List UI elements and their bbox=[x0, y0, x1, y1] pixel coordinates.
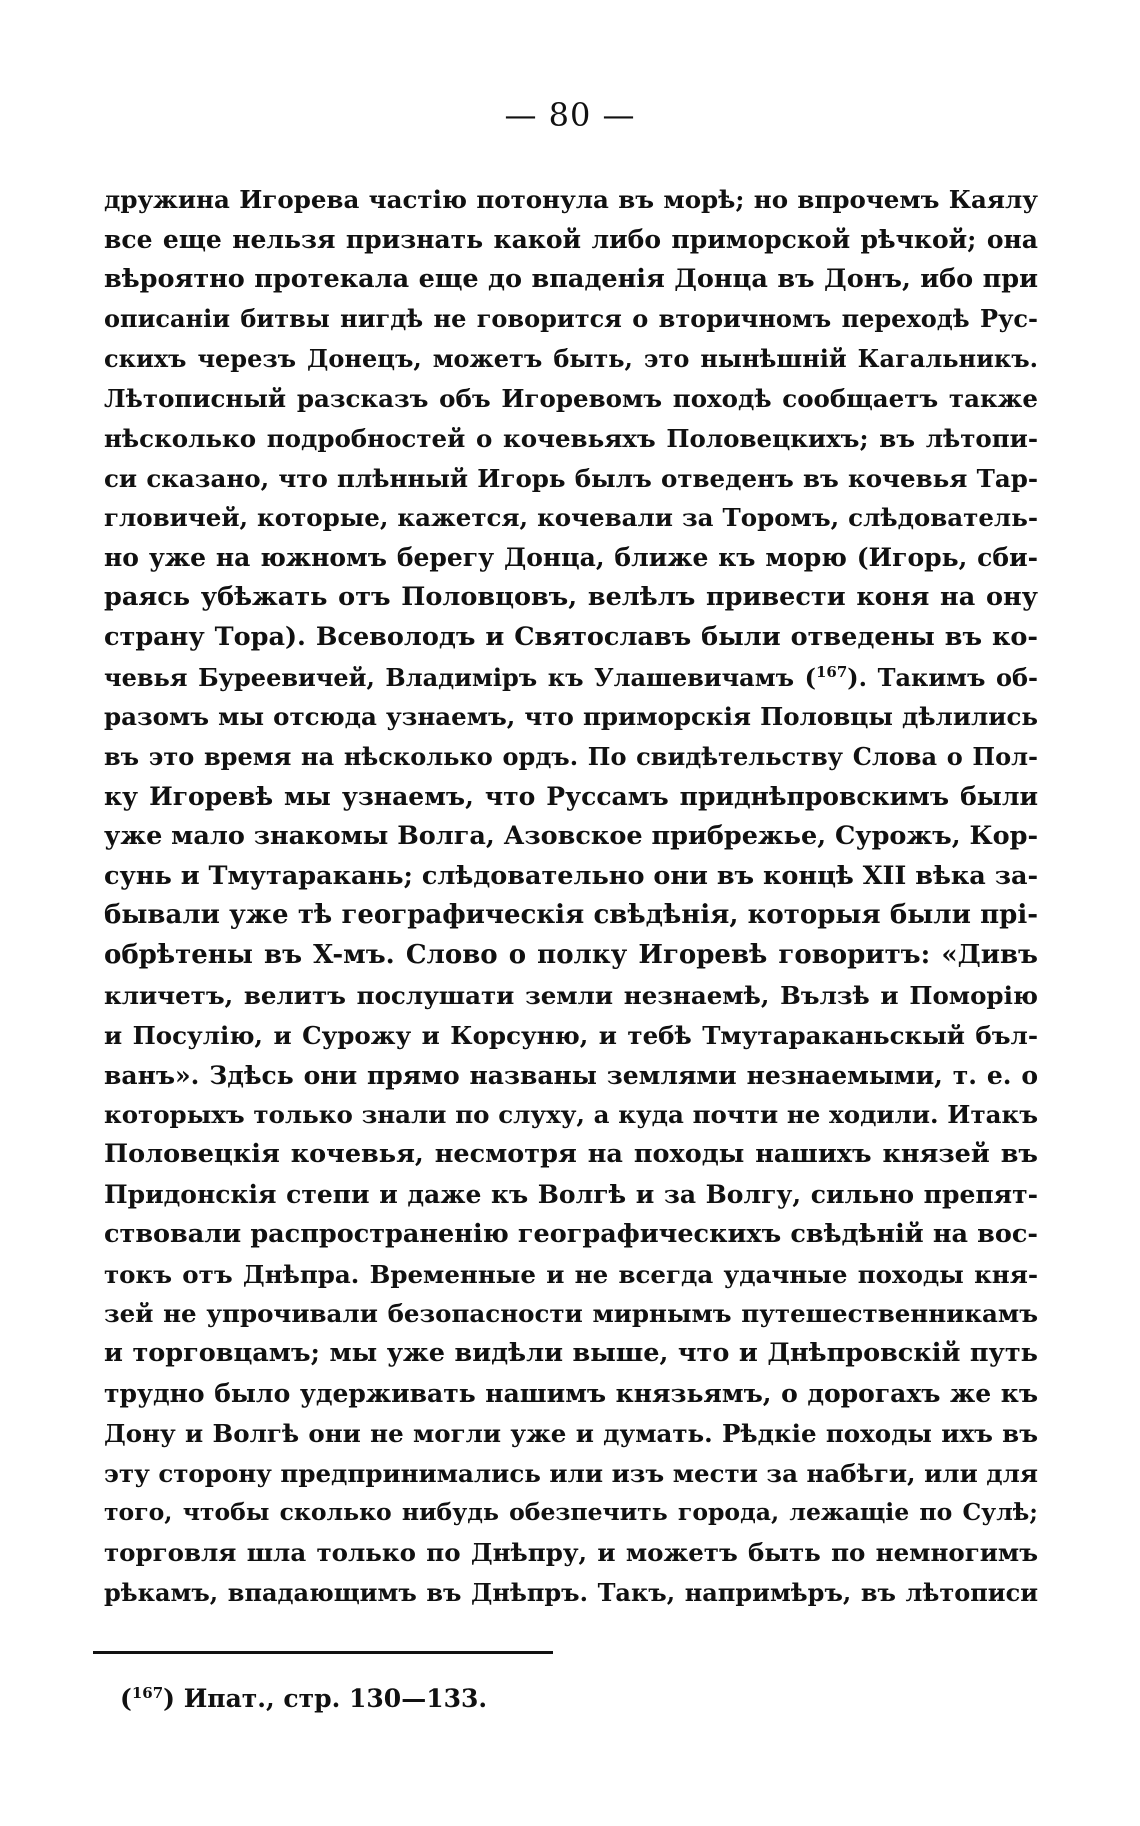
footnote-number: 167 bbox=[131, 1684, 164, 1702]
text-line: дружина Игорева частію потонула въ морѣ; но впрочемъ Каялу bbox=[104, 185, 1038, 214]
text-line: Дону и Волгѣ они не могли уже и думать. Рѣдкіе походы ихъ въ bbox=[104, 1418, 1038, 1448]
text-line: торговля шла только по Днѣпру, и можетъ быть по немногимъ bbox=[104, 1538, 1038, 1568]
text-line: токъ отъ Днѣпра. Временные и не всегда удачные походы кня- bbox=[104, 1259, 1038, 1289]
text-line: но уже на южномъ берегу Донца, ближе къ морю (Игорь, сби- bbox=[104, 543, 1038, 573]
text-line: Лѣтописный разсказъ объ Игоревомъ походѣ сообщаетъ также bbox=[104, 383, 1038, 413]
text-line: ствовали распространенію географическихъ свѣдѣній на вос- bbox=[104, 1218, 1038, 1249]
text-line: зей не упрочивали безопасности мирнымъ путешественникамъ bbox=[104, 1299, 1038, 1329]
text-line: гловичей, которые, кажется, кочевали за Торомъ, слѣдователь- bbox=[104, 503, 1038, 533]
text-line: того, чтобы сколько нибудь обезпечить города, лежащіе по Сулѣ; bbox=[104, 1498, 1038, 1527]
text-line: рѣкамъ, впадающимъ въ Днѣпръ. Такъ, напримѣръ, въ лѣтописи bbox=[104, 1577, 1038, 1607]
text-line: раясь убѣжать отъ Половцовъ, велѣлъ привести коня на ону bbox=[104, 581, 1038, 612]
footnote-divider bbox=[93, 1651, 553, 1654]
text-line: ванъ». Здѣсь они прямо названы землями незнаемыми, т. е. о bbox=[104, 1060, 1038, 1090]
text-line: уже мало знакомы Волга, Азовское прибрежье, Сурожъ, Кор- bbox=[104, 820, 1039, 851]
text-line: скихъ черезъ Донецъ, можетъ быть, это нынѣшній Кагальникъ. bbox=[104, 344, 1038, 374]
text-line: и Посулію, и Сурожу и Корсуню, и тебѣ Тмутараканьскый бъл- bbox=[104, 1020, 1038, 1050]
text-line: сунь и Тмутаракань; слѣдовательно они въ концѣ XII вѣка за- bbox=[104, 860, 1039, 891]
footnote-ref-close: ). Такимъ об- bbox=[847, 662, 1039, 692]
footnote bbox=[120, 1684, 487, 1713]
text-line-with-footnote-ref bbox=[104, 658, 1038, 698]
text-line: страну Тора). Всеволодъ и Святославъ были отведены въ ко- bbox=[104, 621, 1038, 652]
page-number: — 80 — bbox=[504, 96, 636, 134]
text-line: си сказано, что плѣнный Игорь былъ отведенъ въ кочевья Тар- bbox=[104, 463, 1038, 493]
text-line: бывали уже тѣ географическія свѣдѣнія, которыя были прі- bbox=[104, 900, 1038, 931]
text-line: ку Игоревѣ мы узнаемъ, что Руссамъ приднѣпровскимъ были bbox=[104, 781, 1038, 811]
body-text bbox=[104, 180, 1038, 1613]
text-line: кличетъ, велитъ послушати земли незнаемѣ, Вълзѣ и Поморію bbox=[104, 980, 1038, 1010]
text-line: разомъ мы отсюда узнаемъ, что приморскія Половцы дѣлились bbox=[104, 702, 1038, 732]
footnote-ref-open: ( bbox=[804, 662, 816, 692]
text-line: описаніи битвы нигдѣ не говорится о вторичномъ переходѣ Рус- bbox=[104, 304, 1038, 334]
text-line: вѣроятно протекала еще до впаденія Донца въ Донъ, ибо при bbox=[104, 263, 1038, 294]
text-segment: чевья Буреевичей, Владиміръ къ Улашевичамъ bbox=[104, 662, 794, 692]
footnote-open: ( bbox=[120, 1684, 132, 1713]
text-line: эту сторону предпринимались или изъ мести за набѣги, или для bbox=[104, 1458, 1038, 1488]
text-line: обрѣтены въ X-мъ. Слово о полку Игоревѣ говоритъ: «Дивъ bbox=[104, 940, 1038, 971]
footnote-text: ) Ипат., стр. 130—133. bbox=[163, 1684, 488, 1713]
text-line: которыхъ только знали по слуху, а куда почти не ходили. Итакъ bbox=[104, 1100, 1038, 1130]
text-line: нѣсколько подробностей о кочевьяхъ Половецкихъ; въ лѣтопи- bbox=[104, 423, 1038, 453]
text-line: трудно было удерживать нашимъ князьямъ, о дорогахъ же къ bbox=[104, 1378, 1038, 1408]
footnote-ref-number: 167 bbox=[815, 662, 848, 681]
text-line: и торговцамъ; мы уже видѣли выше, что и Днѣпровскій путь bbox=[104, 1338, 1038, 1369]
text-line: Половецкія кочевья, несмотря на походы нашихъ князей въ bbox=[104, 1139, 1038, 1170]
text-line: Придонскія степи и даже къ Волгѣ и за Волгу, сильно препят- bbox=[104, 1179, 1038, 1209]
text-line: въ это время на нѣсколько ордъ. По свидѣтельству Слова о Пол- bbox=[104, 742, 1038, 772]
text-line: все еще нельзя признать какой либо приморской рѣчкой; она bbox=[104, 224, 1038, 254]
